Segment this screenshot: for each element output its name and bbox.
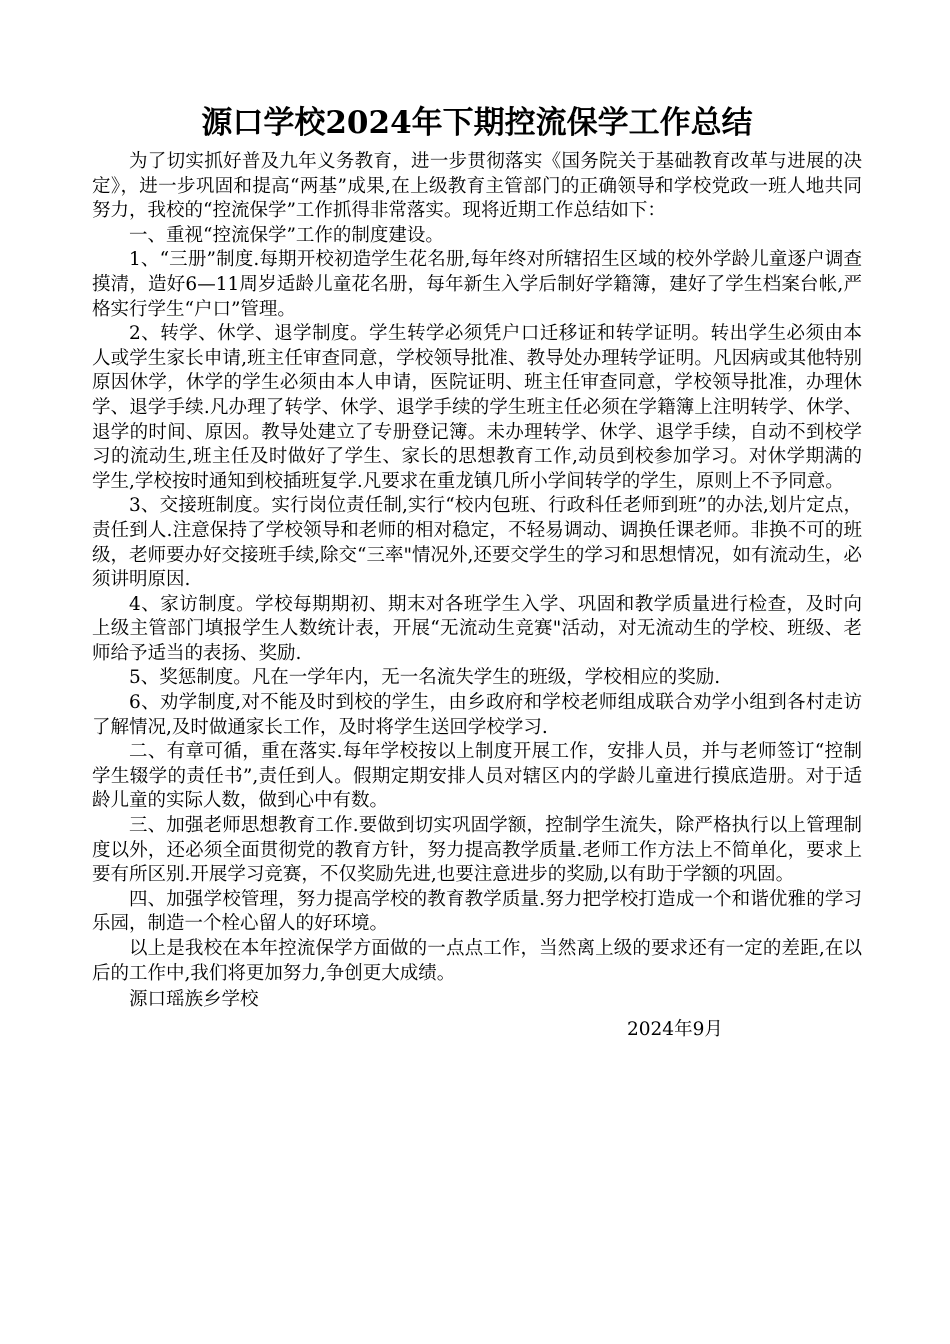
paragraph-item-6: 6、劝学制度,对不能及时到校的学生，由乡政府和学校老师组成联合劝学小组到各村走访了解情况,及时做通家长工作，及时将学生送回学校学习. <box>92 692 862 738</box>
document-title: 源口学校2024年下期控流保学工作总结 <box>201 105 753 141</box>
paragraph-item-3: 3、交接班制度。实行岗位责任制,实行“校内包班、行政科任老师到班”的办法,划片定点，责任到人.注意保持了学校领导和老师的相对稳定，不轻易调动、调换任课老师。非换不可的班级，老师要办好交接班手续,除交“三率"情况外,还要交学生的学习和思想情况，如有流动生，必须讲明原因. <box>92 495 862 591</box>
paragraph-item-5: 5、奖惩制度。凡在一学年内，无一名流失学生的班级，学校相应的奖励. <box>129 667 721 689</box>
signature: 源口瑶族乡学校 <box>129 989 259 1011</box>
paragraph-item-2: 2、转学、休学、退学制度。学生转学必须凭户口迁移证和转学证明。转出学生必须由本人或学生家长申请,班主任审查同意，学校领导批准、教导处办理转学证明。凡因病或其他特别原因休学，休学的学生必须由本人申请，医院证明、班主任审查同意，学校领导批准，办理休学、退学手续.凡办理了转学、休学、退学手续的学生班主任必须在学籍簿上注明转学、休学、退学的时间、原因。教导处建立了专册登记簿。未办理转学、休学、退学手续，自动不到校学习的流动生,班主任及时做好了学生、家长的思想教育工作,动员到校参加学习。对休学期满的学生,学校按时通知到校插班复学.凡要求在重龙镇几所小学间转学的学生，原则上不予同意。 <box>92 323 862 492</box>
paragraph-item-4: 4、家访制度。学校每期期初、期末对各班学生入学、巩固和教学质量进行检查，及时向上级主管部门填报学生人数统计表，开展“无流动生竞赛"活动，对无流动生的学校、班级、老师给予适当的表扬、奖励. <box>92 593 862 664</box>
paragraph-section-3: 三、加强老师思想教育工作.要做到切实巩固学额，控制学生流失，除严格执行以上管理制度以外，还必须全面贯彻党的教育方针，努力提高教学质量.老师工作方法上不简单化，要求上要有所区别.开展学习竞赛，不仅奖励先进,也要注意进步的奖励,以有助于学额的巩固。 <box>92 815 862 886</box>
document-body <box>92 150 862 986</box>
paragraph-item-1: 1、“三册”制度.每期开校初造学生花名册,每年终对所辖招生区域的校外学龄儿童逐户调查摸清，造好6—11周岁适龄儿童花名册，每年新生入学后制好学籍簿，建好了学生档案台帐,严格实行学生“户口”管理。 <box>92 249 862 320</box>
document-page <box>92 100 862 1044</box>
paragraph-section-1-heading: 一、重视“控流保学”工作的制度建设。 <box>129 224 444 246</box>
paragraph-intro: 为了切实抓好普及九年义务教育，进一步贯彻落实《国务院关于基础教育改革与进展的决定》，进一步巩固和提高“两基”成果,在上级教育主管部门的正确领导和学校党政一班人地共同努力，我校的“控流保学”工作抓得非常落实。现将近期工作总结如下： <box>92 151 862 222</box>
document-date: 2024年9月 <box>627 1019 723 1041</box>
paragraph-section-4: 四、加强学校管理，努力提高学校的教育教学质量.努力把学校打造成一个和谐优雅的学习乐园，制造一个栓心留人的好环境。 <box>92 888 862 935</box>
paragraph-conclusion: 以上是我校在本年控流保学方面做的一点点工作，当然离上级的要求还有一定的差距,在以后的工作中,我们将更加努力,争创更大成绩。 <box>92 938 862 984</box>
paragraph-section-2: 二、有章可循，重在落实.每年学校按以上制度开展工作，安排人员，并与老师签订“控制学生辍学的责任书”,责任到人。假期定期安排人员对辖区内的学龄儿童进行摸底造册。对于适龄儿童的实际人数，做到心中有数。 <box>92 741 862 812</box>
